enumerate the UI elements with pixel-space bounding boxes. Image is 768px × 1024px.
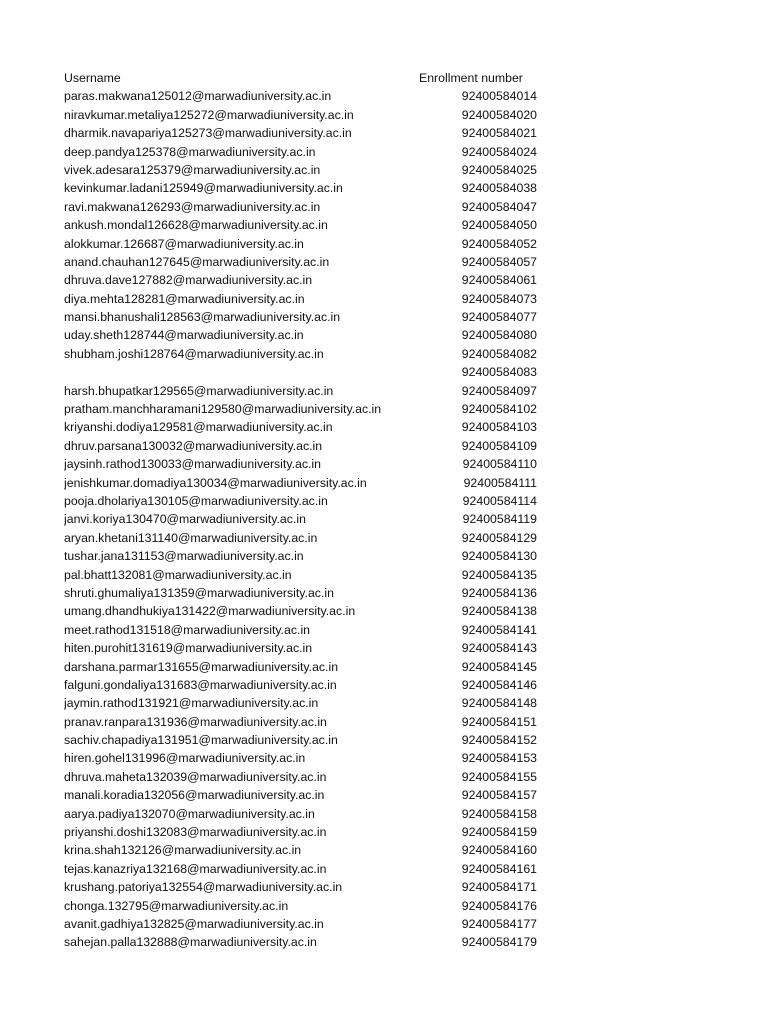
username-cell: pratham.manchharamani129580@marwadiuniversity.ac.in (64, 402, 382, 417)
enrollment-cell: 92400584119 (462, 512, 537, 527)
username-cell: dhruv.parsana130032@marwadiuniversity.ac.in (64, 438, 323, 453)
enrollment-cell: 92400584020 (461, 107, 537, 122)
table-row (64, 547, 544, 565)
username-cell: paras.makwana125012@marwadiuniversity.ac.in (64, 89, 332, 104)
table-row (64, 841, 544, 859)
table-body (64, 87, 544, 951)
table-row (64, 308, 544, 326)
table-row (64, 455, 544, 473)
username-cell: jaysinh.rathod130033@marwadiuniversity.ac.in (64, 457, 321, 472)
table-row (64, 179, 544, 197)
table-row (64, 621, 544, 639)
enrollment-cell: 92400584152 (461, 733, 537, 748)
enrollment-cell: 92400584138 (461, 604, 537, 619)
enrollment-cell: 92400584157 (461, 788, 537, 803)
username-cell: pooja.dholariya130105@marwadiuniversity.ac.in (64, 493, 328, 508)
username-cell: sachiv.chapadiya131951@marwadiuniversity.ac.in (64, 733, 338, 748)
table-row (64, 786, 544, 804)
table-row (64, 510, 544, 528)
enrollment-cell: 92400584171 (461, 880, 537, 895)
username-cell: pal.bhatt132081@marwadiuniversity.ac.in (64, 567, 292, 582)
enrollment-sheet (64, 69, 544, 952)
enrollment-cell: 92400584025 (461, 162, 537, 177)
table-row (64, 713, 544, 731)
enrollment-cell: 92400584153 (461, 751, 537, 766)
username-cell: anand.chauhan127645@marwadiuniversity.ac.in (64, 254, 330, 269)
table-row (64, 768, 544, 786)
enrollment-cell: 92400584021 (461, 126, 537, 141)
table-row (64, 216, 544, 234)
enrollment-cell: 92400584179 (461, 935, 537, 950)
username-cell: darshana.parmar131655@marwadiuniversity.ac.in (64, 659, 339, 674)
table-row (64, 437, 544, 455)
enrollment-cell: 92400584080 (461, 328, 537, 343)
enrollment-cell: 92400584129 (461, 530, 537, 545)
username-cell: aryan.khetani131140@marwadiuniversity.ac.in (64, 530, 318, 545)
username-cell: krushang.patoriya132554@marwadiuniversity.ac.in (64, 880, 343, 895)
table-row (64, 731, 544, 749)
username-cell: uday.sheth128744@marwadiuniversity.ac.in (64, 328, 304, 343)
table-row (64, 271, 544, 289)
username-cell: dharmik.navapariya125273@marwadiuniversity.ac.in (64, 126, 352, 141)
username-cell: ankush.mondal126628@marwadiuniversity.ac.in (64, 218, 328, 233)
table-row (64, 676, 544, 694)
enrollment-cell: 92400584135 (461, 567, 537, 582)
username-cell: umang.dhandhukiya131422@marwadiuniversity.ac.in (64, 604, 356, 619)
username-cell: vivek.adesara125379@marwadiuniversity.ac.in (64, 162, 321, 177)
enrollment-cell: 92400584073 (461, 291, 537, 306)
username-cell: priyanshi.doshi132083@marwadiuniversity.ac.in (64, 825, 327, 840)
enrollment-cell: 92400584158 (461, 806, 537, 821)
table-row (64, 235, 544, 253)
table-row (64, 639, 544, 657)
username-cell: niravkumar.metaliya125272@marwadiuniversity.ac.in (64, 107, 354, 122)
username-cell: shubham.joshi128764@marwadiuniversity.ac.in (64, 346, 324, 361)
table-row (64, 584, 544, 602)
table-row (64, 805, 544, 823)
table-row (64, 915, 544, 933)
table-row (64, 326, 544, 344)
table-row (64, 749, 544, 767)
username-cell: shruti.ghumaliya131359@marwadiuniversity.ac.in (64, 585, 334, 600)
enrollment-cell: 92400584050 (461, 218, 537, 233)
username-cell: aarya.padiya132070@marwadiuniversity.ac.in (64, 806, 315, 821)
username-cell: avanit.gadhiya132825@marwadiuniversity.ac.in (64, 916, 324, 931)
table-row (64, 492, 544, 510)
username-cell: chonga.132795@marwadiuniversity.ac.in (64, 898, 289, 913)
table-row (64, 897, 544, 915)
table-row (64, 418, 544, 436)
username-cell: tushar.jana131153@marwadiuniversity.ac.in (64, 549, 304, 564)
username-cell: sahejan.palla132888@marwadiuniversity.ac.in (64, 935, 317, 950)
enrollment-cell: 92400584114 (462, 493, 537, 508)
enrollment-cell: 92400584161 (461, 861, 537, 876)
table-row (64, 382, 544, 400)
username-cell: manali.koradia132056@marwadiuniversity.ac.in (64, 788, 325, 803)
table-row (64, 694, 544, 712)
table-row (64, 124, 544, 142)
username-cell: deep.pandya125378@marwadiuniversity.ac.in (64, 144, 316, 159)
username-cell: jaymin.rathod131921@marwadiuniversity.ac.in (64, 696, 319, 711)
header-row (64, 69, 544, 87)
enrollment-cell: 92400584176 (461, 898, 537, 913)
enrollment-cell: 92400584148 (461, 696, 537, 711)
enrollment-cell: 92400584155 (461, 769, 537, 784)
table-row (64, 290, 544, 308)
table-row (64, 566, 544, 584)
enrollment-cell: 92400584024 (461, 144, 537, 159)
username-cell: falguni.gondaliya131683@marwadiuniversity.ac.in (64, 677, 337, 692)
username-cell: harsh.bhupatkar129565@marwadiuniversity.ac.in (64, 383, 334, 398)
enrollment-cell: 92400584077 (461, 310, 537, 325)
table-row (64, 143, 544, 161)
username-cell: tejas.kanazriya132168@marwadiuniversity.ac.in (64, 861, 327, 876)
enrollment-cell: 92400584145 (461, 659, 537, 674)
enrollment-cell: 92400584103 (461, 420, 537, 435)
username-cell: kriyanshi.dodiya129581@marwadiuniversity.ac.in (64, 420, 333, 435)
table-row (64, 878, 544, 896)
enrollment-cell: 92400584097 (461, 383, 537, 398)
table-row (64, 823, 544, 841)
username-cell: mansi.bhanushali128563@marwadiuniversity.ac.in (64, 310, 341, 325)
table-row (64, 345, 544, 363)
username-cell: dhruva.maheta132039@marwadiuniversity.ac.in (64, 769, 327, 784)
enrollment-cell: 92400584159 (461, 825, 537, 840)
enrollment-cell: 92400584146 (461, 677, 537, 692)
enrollment-cell: 92400584177 (461, 916, 537, 931)
enrollment-cell: 92400584160 (461, 843, 537, 858)
enrollment-header: Enrollment number (419, 71, 523, 85)
username-cell: pranav.ranpara131936@marwadiuniversity.ac.in (64, 714, 327, 729)
username-cell: hiten.purohit131619@marwadiuniversity.ac.in (64, 641, 313, 656)
enrollment-cell: 92400584111 (463, 475, 537, 490)
enrollment-cell: 92400584082 (461, 346, 537, 361)
table-row (64, 253, 544, 271)
username-cell: dhruva.dave127882@marwadiuniversity.ac.in (64, 273, 313, 288)
enrollment-cell: 92400584052 (461, 236, 537, 251)
username-cell: jenishkumar.domadiya130034@marwadiuniversity.ac.in (64, 475, 367, 490)
enrollment-cell: 92400584083 (461, 365, 537, 380)
enrollment-cell: 92400584143 (461, 641, 537, 656)
table-row (64, 860, 544, 878)
table-row (64, 400, 544, 418)
username-cell: kevinkumar.ladani125949@marwadiuniversity.ac.in (64, 181, 343, 196)
table-row (64, 933, 544, 951)
table-row (64, 106, 544, 124)
enrollment-cell: 92400584110 (462, 457, 537, 472)
username-cell: hiren.gohel131996@marwadiuniversity.ac.in (64, 751, 306, 766)
enrollment-cell: 92400584061 (461, 273, 537, 288)
table-row (64, 474, 544, 492)
table-row (64, 658, 544, 676)
enrollment-cell: 92400584102 (461, 402, 537, 417)
enrollment-cell: 92400584141 (461, 622, 537, 637)
username-cell: diya.mehta128281@marwadiuniversity.ac.in (64, 291, 305, 306)
username-cell: alokkumar.126687@marwadiuniversity.ac.in (64, 236, 304, 251)
username-cell: meet.rathod131518@marwadiuniversity.ac.in (64, 622, 311, 637)
table-row (64, 529, 544, 547)
username-header: Username (64, 71, 121, 85)
table-row (64, 161, 544, 179)
enrollment-cell: 92400584130 (461, 549, 537, 564)
enrollment-cell: 92400584038 (461, 181, 537, 196)
username-cell: ravi.makwana126293@marwadiuniversity.ac.in (64, 199, 321, 214)
username-cell: krina.shah132126@marwadiuniversity.ac.in (64, 843, 302, 858)
enrollment-cell: 92400584014 (461, 89, 537, 104)
enrollment-cell: 92400584136 (461, 585, 537, 600)
enrollment-cell: 92400584109 (461, 438, 537, 453)
enrollment-cell: 92400584057 (461, 254, 537, 269)
username-cell: janvi.koriya130470@marwadiuniversity.ac.in (64, 512, 306, 527)
username-cell (64, 363, 419, 381)
table-row (64, 198, 544, 216)
enrollment-cell: 92400584047 (461, 199, 537, 214)
enrollment-cell: 92400584151 (461, 714, 537, 729)
table-row (64, 87, 544, 105)
table-row (64, 602, 544, 620)
table-row (64, 363, 544, 381)
